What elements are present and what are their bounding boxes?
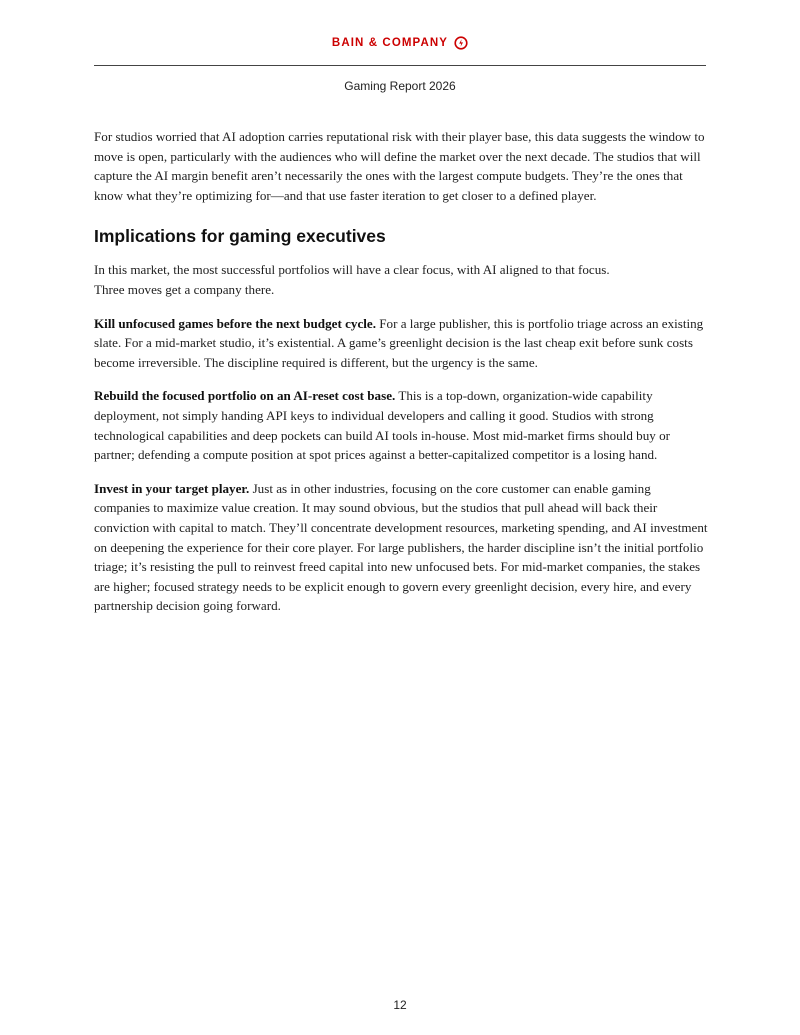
paragraph-invest-player xyxy=(94,479,708,616)
bain-logo-icon xyxy=(454,36,468,50)
lead-invest-player: Invest in your target player. xyxy=(94,480,250,496)
paragraph-rebuild-portfolio xyxy=(94,386,708,464)
main-content xyxy=(94,127,708,630)
lead-rebuild-portfolio: Rebuild the focused portfolio on an AI-reset cost base. xyxy=(94,388,396,404)
text-rebuild-portfolio: This is a top-down, organization-wide capability deployment, not simply handing API keys to individual developers and calling it good. Studios with strong technological capabilities and deep pockets can build AI tools in-house. Most mid-market firms should buy or partner; defending a compute position at spot prices against a better-capitalized competitor is a losing hand. xyxy=(94,388,671,463)
page-number: 12 xyxy=(393,998,407,1012)
text-invest-player: Just as in other industries, focusing on the core customer can enable gaming companies to maximize value creation. It may sound obvious, but the studios that pull ahead will back their conviction with capital to match. They’ll concentrate development resources, marketing spending, and AI investment on deepening the experience for their core player. For large publishers, the harder discipline isn’t the initial portfolio triage; it’s resisting the pull to reinvest freed capital into new unfocused bets. For mid-market companies, the stakes are higher; focused strategy needs to be explicit enough to govern every greenlight decision, every hire, and every partnership decision going forward. xyxy=(94,480,708,614)
text-kill-unfocused: For a large publisher, this is portfolio triage across an existing slate. For a mid-market studio, it’s existential. A game’s greenlight decision is the last cheap exit before sunk costs become irreversible. The discipline required is different, but the urgency is the same. xyxy=(94,315,704,370)
header-divider xyxy=(94,65,706,66)
paragraph-kill-unfocused xyxy=(94,314,708,373)
paragraph-moves-line2: Three moves get a company there. xyxy=(94,281,275,297)
report-title: Gaming Report 2026 xyxy=(344,79,456,93)
brand-name: BAIN & COMPANY xyxy=(331,37,449,49)
section-heading: Implications for gaming executives xyxy=(94,226,386,247)
paragraph-moves-intro xyxy=(94,260,708,299)
paragraph-moves-line1: In this market, the most successful portfolios will have a clear focus, with AI aligned to that focus. xyxy=(94,262,610,278)
brand-header xyxy=(0,36,800,50)
lead-kill-unfocused: Kill unfocused games before the next budget cycle. xyxy=(94,315,376,331)
paragraph-intro: For studios worried that AI adoption carries reputational risk with their player base, this data suggests the window to move is open, particularly with the audiences who will define the market over the next decade. The studios that will capture the AI margin benefit aren’t necessarily the ones with the largest compute budgets. They’re the ones that know what they’re optimizing for—and that use faster iteration to get closer to a defined player. xyxy=(94,129,705,203)
